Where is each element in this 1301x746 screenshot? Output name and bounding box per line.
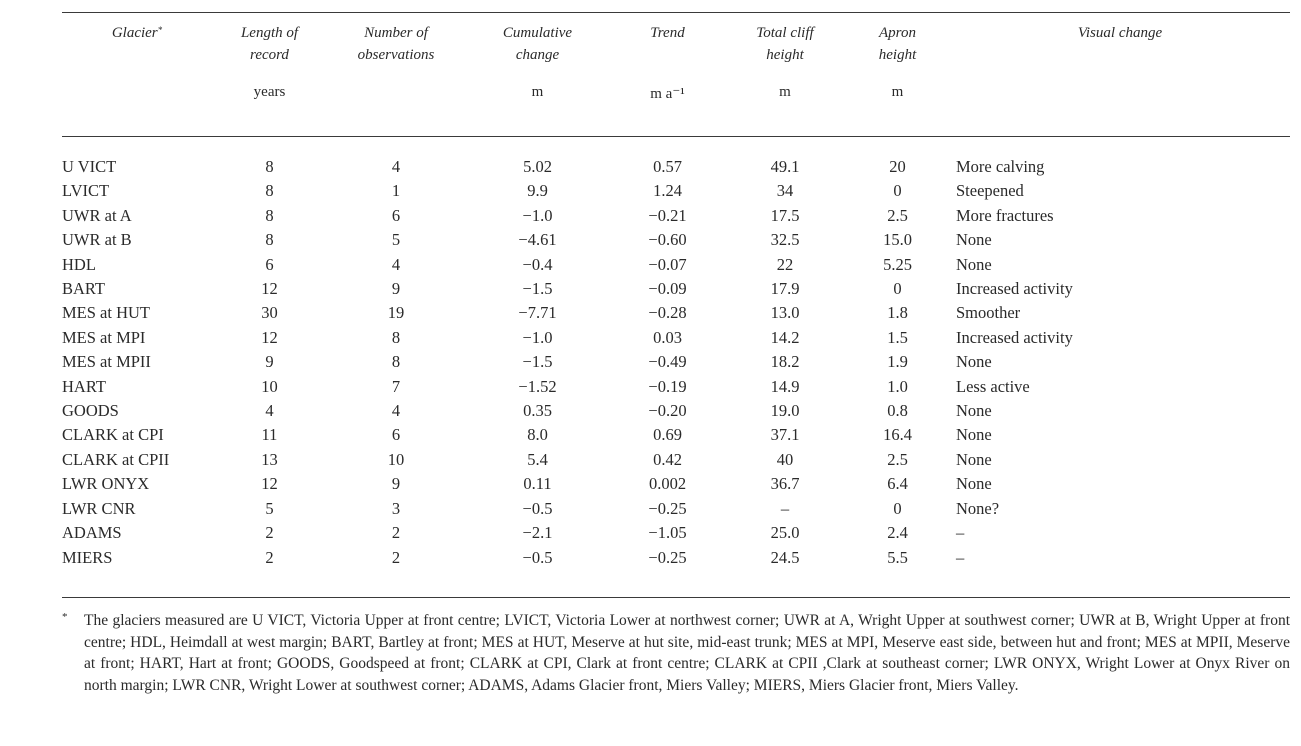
cell-cumulative: −1.0: [522, 205, 553, 225]
data-table: [62, 155, 1290, 570]
footnote-text: The glaciers measured are U VICT, Victoria Upper at front centre; LVICT, Victoria Lower at northwest corner; UWR at A, Wright Upper at southwest corner; UWR at B, Wright Upper at front centre; HDL, Heimdall at west margin; BART, Bartley at front; MES at HUT, Meserve at hut site, mid-east trunk; MES at MPI, Meserve east side, between hut and front; MES at MPII, Meserve at front; HART, Hart at front; GOODS, Goodspeed at front; CLARK at CPI, Clark at front centre; CLARK at CPII ,Clark at southeast corner; LWR ONYX, Wright Lower at Onyx River on north margin; LWR CNR, Wright Lower at southwest corner; ADAMS, Adams Glacier front, Miers Valley; MIERS, Miers Glacier front, Miers Valley.: [84, 612, 1290, 694]
cell-trend: 0.002: [648, 474, 687, 494]
cell-cumulative: 9.9: [527, 181, 548, 201]
cell-visual: None: [956, 352, 992, 372]
cell-observations: 6: [391, 425, 401, 445]
cell-cliff: 13.0: [770, 303, 800, 323]
unit-row: [62, 74, 1290, 134]
unit-cumulative: m: [531, 84, 544, 100]
cell-observations: 19: [387, 303, 405, 323]
cell-trend: 0.03: [653, 327, 682, 347]
cell-apron: 0: [893, 498, 902, 518]
cell-length: 6: [265, 254, 274, 274]
table-row: [62, 155, 1290, 179]
cell-cumulative: −4.61: [518, 230, 557, 250]
cell-visual: None?: [956, 498, 1000, 518]
table-row: [62, 423, 1290, 447]
cell-length: 12: [261, 327, 278, 347]
cell-cliff: 25.0: [770, 523, 800, 543]
cell-apron: 0: [893, 181, 902, 201]
cell-visual: None: [956, 474, 992, 494]
cell-trend: 0.57: [653, 157, 682, 176]
cell-observations: 8: [391, 327, 401, 347]
cell-apron: 0: [893, 279, 902, 299]
cell-glacier: MES at MPII: [62, 352, 151, 372]
col-header-length: Length of record: [240, 25, 299, 63]
cell-length: 12: [261, 279, 278, 299]
cell-trend: 0.69: [653, 425, 682, 445]
cell-trend: −0.20: [648, 401, 687, 421]
cell-length: 8: [265, 181, 274, 201]
cell-observations: 6: [391, 205, 401, 225]
cell-length: 5: [265, 498, 274, 518]
cell-observations: 3: [391, 498, 401, 518]
cell-apron: 2.4: [887, 523, 908, 543]
cell-visual: Steepened: [956, 181, 1024, 201]
table-row: [62, 301, 1290, 325]
cell-cliff: 40: [776, 449, 794, 469]
cell-glacier: UWR at A: [62, 205, 132, 225]
cell-trend: 0.42: [653, 449, 682, 469]
cell-cliff: 19.0: [770, 401, 800, 421]
table-row: [62, 448, 1290, 472]
cell-visual: Smoother: [956, 303, 1021, 323]
cell-glacier: U VICT: [62, 157, 117, 176]
cell-cumulative: −7.71: [518, 303, 557, 323]
cell-glacier: MES at HUT: [62, 303, 150, 323]
cell-cumulative: −2.1: [522, 523, 553, 543]
table-row: [62, 350, 1290, 374]
cell-trend: −0.25: [648, 498, 687, 518]
cell-observations: 9: [391, 474, 401, 494]
cell-cliff: 14.9: [770, 376, 800, 396]
cell-cliff: 36.7: [770, 474, 800, 494]
cell-visual: More fractures: [956, 205, 1054, 225]
cell-glacier: LWR CNR: [62, 498, 136, 518]
cell-cumulative: 0.11: [523, 474, 552, 494]
cell-observations: 2: [391, 523, 401, 543]
cell-visual: Less active: [956, 376, 1030, 396]
table-row: [62, 179, 1290, 203]
col-header-visual: Visual change: [1077, 25, 1163, 41]
col-header-observations: Number of observations: [357, 25, 435, 63]
cell-apron: 5.5: [887, 547, 908, 567]
cell-cumulative: 5.4: [527, 449, 548, 469]
cell-visual: Increased activity: [956, 279, 1073, 299]
cell-trend: 1.24: [653, 181, 682, 201]
unit-apron: m: [891, 84, 904, 100]
cell-visual: None: [956, 449, 992, 469]
table-row: [62, 375, 1290, 399]
cell-visual: More calving: [956, 157, 1045, 176]
col-header-trend: Trend: [650, 25, 685, 41]
unit-glacier: [62, 74, 212, 134]
cell-trend: −1.05: [648, 523, 687, 543]
cell-length: 9: [265, 352, 274, 372]
cell-cumulative: 0.35: [523, 401, 552, 421]
top-rule: [62, 12, 1290, 13]
cell-cliff: 49.1: [770, 157, 800, 176]
cell-cliff: –: [780, 498, 790, 518]
table-row: [62, 277, 1290, 301]
cell-observations: 7: [391, 376, 401, 396]
cell-observations: 4: [391, 157, 401, 176]
cell-visual: Increased activity: [956, 327, 1073, 347]
cell-observations: 4: [391, 401, 401, 421]
cell-glacier: GOODS: [62, 401, 119, 421]
table-row: [62, 546, 1290, 570]
cell-trend: −0.25: [648, 547, 687, 567]
cell-observations: 2: [391, 547, 401, 567]
cell-cliff: 37.1: [770, 425, 800, 445]
cell-glacier: MES at MPI: [62, 327, 146, 347]
header-row: [62, 22, 1290, 74]
cell-apron: 1.9: [887, 352, 908, 372]
col-header-cliff: Total cliff height: [756, 25, 814, 63]
unit-visual: [950, 74, 1290, 134]
cell-length: 8: [265, 157, 274, 176]
cell-trend: −0.28: [648, 303, 687, 323]
cell-cliff: 17.5: [770, 205, 800, 225]
cell-apron: 20: [889, 157, 906, 176]
unit-cliff: m: [779, 84, 791, 100]
cell-cliff: 14.2: [770, 327, 800, 347]
cell-cumulative: 5.02: [523, 157, 552, 176]
cell-glacier: MIERS: [62, 547, 113, 567]
cell-visual: None: [956, 230, 992, 250]
cell-cliff: 18.2: [770, 352, 800, 372]
cell-length: 2: [265, 523, 274, 543]
table-header: [62, 22, 1290, 134]
cell-length: 4: [265, 401, 274, 421]
cell-trend: −0.21: [648, 205, 687, 225]
unit-length: years: [253, 84, 286, 100]
table-row: [62, 497, 1290, 521]
cell-apron: 2.5: [887, 205, 908, 225]
footnote: [62, 610, 1290, 696]
col-header-apron: Apron height: [878, 25, 917, 63]
cell-cliff: 17.9: [770, 279, 800, 299]
cell-observations: 1: [391, 181, 401, 201]
cell-glacier: BART: [62, 279, 106, 299]
cell-visual: None: [956, 401, 992, 421]
cell-glacier: LVICT: [62, 181, 110, 201]
cell-trend: −0.60: [648, 230, 687, 250]
cell-length: 13: [261, 449, 278, 469]
cell-cumulative: −0.4: [522, 254, 553, 274]
cell-length: 2: [265, 547, 274, 567]
cell-cumulative: −0.5: [522, 547, 553, 567]
cell-length: 10: [261, 376, 278, 396]
table-row: [62, 253, 1290, 277]
cell-observations: 10: [387, 449, 405, 469]
cell-length: 12: [261, 474, 278, 494]
header-rule: [62, 136, 1290, 137]
cell-cumulative: −1.0: [522, 327, 553, 347]
cell-apron: 16.4: [883, 425, 912, 445]
cell-cliff: 24.5: [770, 547, 800, 567]
cell-cumulative: −0.5: [522, 498, 553, 518]
cell-cumulative: −1.5: [522, 279, 553, 299]
cell-glacier: UWR at B: [62, 230, 132, 250]
table-row: [62, 399, 1290, 423]
cell-glacier: HART: [62, 376, 106, 396]
cell-visual: None: [956, 425, 992, 445]
cell-observations: 8: [391, 352, 401, 372]
table-row: [62, 521, 1290, 545]
table-row: [62, 472, 1290, 496]
cell-trend: −0.07: [648, 254, 687, 274]
cell-trend: −0.49: [648, 352, 687, 372]
cell-visual: –: [956, 547, 965, 567]
cell-glacier: HDL: [62, 254, 96, 274]
cell-glacier: CLARK at CPI: [62, 425, 164, 445]
cell-cliff: 32.5: [770, 230, 800, 250]
cell-length: 8: [265, 205, 274, 225]
footnote-marker: *: [62, 611, 68, 623]
cell-trend: −0.09: [648, 279, 687, 299]
table-row: [62, 204, 1290, 228]
cell-cliff: 34: [776, 181, 794, 201]
col-header-glacier: Glacier*: [111, 25, 163, 41]
cell-length: 30: [261, 303, 278, 323]
cell-observations: 5: [391, 230, 401, 250]
cell-visual: –: [956, 523, 965, 543]
cell-glacier: CLARK at CPII: [62, 449, 170, 469]
cell-observations: 4: [391, 254, 401, 274]
table-row: [62, 228, 1290, 252]
cell-observations: 9: [391, 279, 401, 299]
cell-apron: 1.0: [887, 376, 908, 396]
cell-glacier: ADAMS: [62, 523, 122, 543]
cell-glacier: LWR ONYX: [62, 474, 150, 494]
unit-observations: [327, 74, 465, 134]
col-header-cumulative: Cumulative change: [502, 25, 573, 63]
cell-visual: None: [956, 254, 992, 274]
cell-apron: 1.8: [887, 303, 908, 323]
cell-length: 8: [265, 230, 274, 250]
table-row: [62, 326, 1290, 350]
cell-cumulative: −1.52: [518, 376, 557, 396]
unit-trend: m a⁻¹: [650, 86, 685, 102]
bottom-rule: [62, 597, 1290, 598]
cell-apron: 5.25: [883, 254, 912, 274]
cell-cliff: 22: [776, 254, 794, 274]
cell-length: 11: [261, 425, 278, 445]
cell-trend: −0.19: [648, 376, 687, 396]
cell-cumulative: 8.0: [527, 425, 548, 445]
cell-apron: 0.8: [887, 401, 908, 421]
cell-apron: 2.5: [887, 449, 908, 469]
cell-cumulative: −1.5: [522, 352, 553, 372]
cell-apron: 6.4: [887, 474, 908, 494]
cell-apron: 1.5: [887, 327, 908, 347]
cell-apron: 15.0: [883, 230, 912, 250]
